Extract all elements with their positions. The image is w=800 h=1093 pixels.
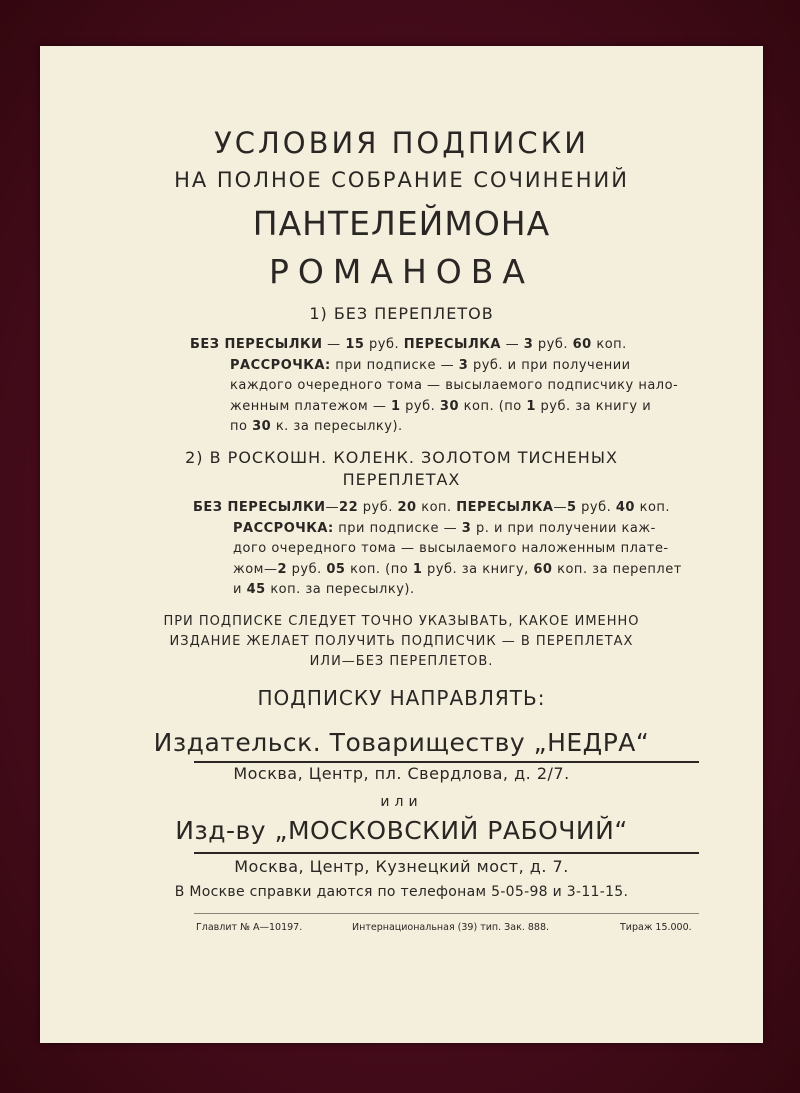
footer-tirage: Тираж 15.000. [620, 922, 692, 933]
s2-line-2: РАССРОЧКА: при подписке — 3 р. и при получении каж- [233, 520, 656, 536]
s1-line-2: РАССРОЧКА: при подписке — 3 руб. и при получении [230, 357, 631, 373]
publisher-nedra: Издательск. Товариществу „НЕДРА“ [153, 728, 650, 757]
s1-line-4: женным платежом — 1 руб. 30 коп. (по 1 руб. за книгу и [230, 398, 652, 414]
section-2-heading-line-1: 2) В РОСКОШН. КОЛЕНК. ЗОЛОТОМ ТИСНЕНЫХ [185, 448, 618, 467]
or-separator: или [380, 794, 423, 810]
subscribe-heading: ПОДПИСКУ НАПРАВЛЯТЬ: [257, 686, 546, 710]
address-moskovsky-rabochy: Москва, Центр, Кузнецкий мост, д. 7. [234, 857, 569, 876]
phone-info: В Москве справки даются по телефонам 5-05-98 и 3-11-15. [174, 884, 629, 900]
footer-printer: Интернациональная (39) тип. Зак. 888. [352, 922, 550, 933]
s1-line-3: каждого очередного тома — высылаемого подписчику нало- [230, 378, 679, 393]
section-2-heading [40, 447, 763, 491]
author-last-name: РОМАНОВА [269, 252, 534, 291]
note-line-3: ИЛИ—БЕЗ ПЕРЕПЛЕТОВ. [309, 654, 494, 669]
note-line-1: ПРИ ПОДПИСКЕ СЛЕДУЕТ ТОЧНО УКАЗЫВАТЬ, КАКОЕ ИМЕННО [163, 614, 640, 629]
divider-rule [194, 852, 699, 854]
title-line-2: НА ПОЛНОЕ СОБРАНИЕ СОЧИНЕНИЙ [174, 168, 629, 192]
author-first-name: ПАНТЕЛЕЙМОНА [252, 204, 551, 243]
section-2-terms [193, 498, 693, 601]
s2-line-5: и 45 коп. за пересылку). [233, 582, 415, 597]
address-nedra: Москва, Центр, пл. Свердлова, д. 2/7. [233, 764, 570, 783]
s2-line-3: дого очередного тома — высылаемого наложенным плате- [233, 541, 669, 556]
footer-glavlit: Главлит № А—10197. [196, 922, 303, 933]
section-1-terms [190, 335, 690, 438]
document-sheet [40, 46, 763, 1043]
s2-line-4: жом—2 руб. 05 коп. (по 1 руб. за книгу, 60 коп. за переплет [233, 561, 682, 577]
divider-rule [194, 761, 699, 763]
s1-line-5: по 30 к. за пересылку). [230, 419, 403, 434]
title-line-1: УСЛОВИЯ ПОДПИСКИ [214, 126, 589, 160]
footer-rule [194, 913, 699, 914]
publisher-moskovsky-rabochy: Изд-ву „МОСКОВСКИЙ РАБОЧИЙ“ [175, 816, 628, 845]
subscription-note [40, 612, 763, 672]
s2-line-1: БЕЗ ПЕРЕСЫЛКИ—22 руб. 20 коп. ПЕРЕСЫЛКА—5 руб. 40 коп. [193, 500, 671, 515]
s1-line-1: БЕЗ ПЕРЕСЫЛКИ — 15 руб. ПЕРЕСЫЛКА — 3 руб. 60 коп. [190, 337, 627, 352]
note-line-2: ИЗДАНИЕ ЖЕЛАЕТ ПОЛУЧИТЬ ПОДПИСЧИК — В ПЕРЕПЛЕТАХ [169, 634, 634, 649]
section-2-heading-line-2: ПЕРЕПЛЕТАХ [342, 470, 461, 489]
section-1-heading: 1) БЕЗ ПЕРЕПЛЕТОВ [309, 304, 494, 323]
